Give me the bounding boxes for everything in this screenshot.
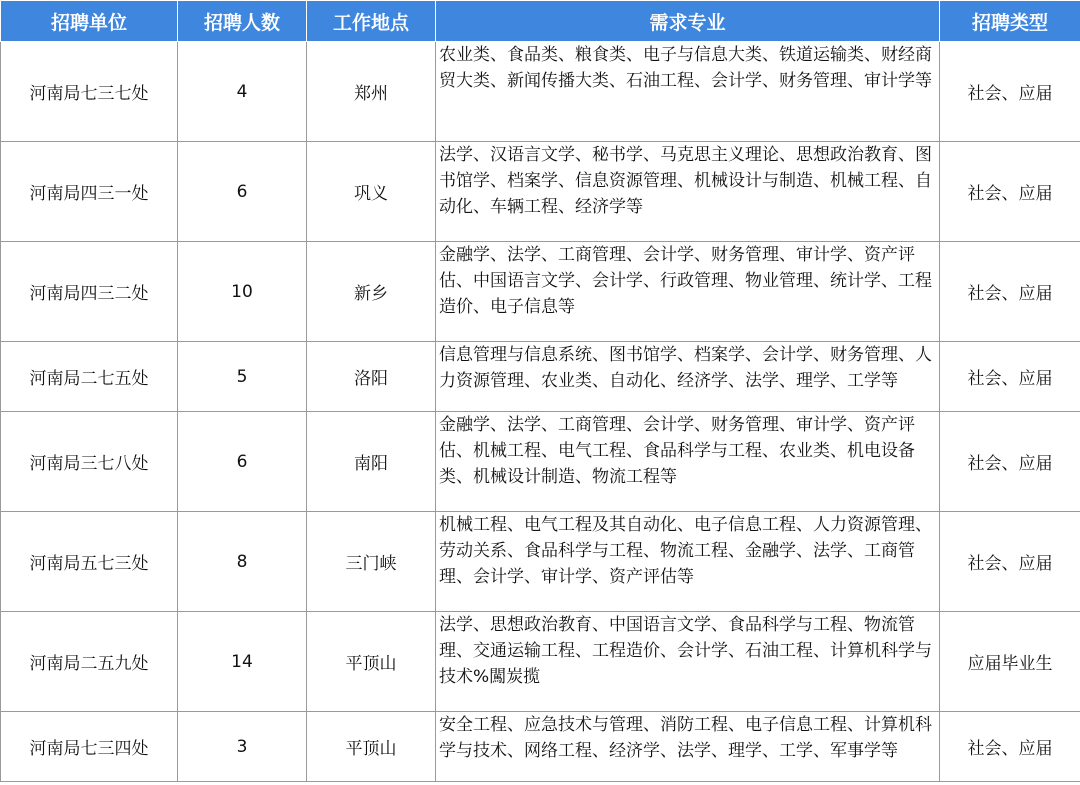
cell-type: 社会、应届 bbox=[940, 342, 1080, 412]
table-row bbox=[1, 612, 1080, 712]
cell-majors bbox=[436, 142, 940, 242]
table-row bbox=[1, 712, 1080, 782]
cell-type: 社会、应届 bbox=[940, 412, 1080, 512]
table-row bbox=[1, 242, 1080, 342]
cell-count: 3 bbox=[178, 712, 307, 782]
table-row bbox=[1, 142, 1080, 242]
majors-text: 金融学、法学、工商管理、会计学、财务管理、审计学、资产评估、机械工程、电气工程、食品科学与工程、农业类、机电设备类、机械设计制造、物流工程等 bbox=[439, 415, 915, 487]
cell-location: 洛阳 bbox=[307, 342, 436, 412]
cell-count: 10 bbox=[178, 242, 307, 342]
header-count: 招聘人数 bbox=[178, 1, 307, 42]
cell-unit: 河南局三七八处 bbox=[1, 412, 178, 512]
majors-text: 金融学、法学、工商管理、会计学、财务管理、审计学、资产评估、中国语言文学、会计学、行政管理、物业管理、统计学、工程造价、电子信息等 bbox=[439, 245, 932, 317]
cell-location: 三门峡 bbox=[307, 512, 436, 612]
header-row bbox=[1, 1, 1080, 42]
cell-majors bbox=[436, 42, 940, 142]
majors-text: 安全工程、应急技术与管理、消防工程、电子信息工程、计算机科学与技术、网络工程、经济学、法学、理学、工学、军事学等 bbox=[439, 715, 932, 761]
cell-location: 南阳 bbox=[307, 412, 436, 512]
cell-majors bbox=[436, 512, 940, 612]
cell-unit: 河南局四三二处 bbox=[1, 242, 178, 342]
majors-text: 法学、汉语言文学、秘书学、马克思主义理论、思想政治教育、图书馆学、档案学、信息资源管理、机械设计与制造、机械工程、自动化、车辆工程、经济学等 bbox=[439, 145, 932, 217]
cell-count: 4 bbox=[178, 42, 307, 142]
cell-type: 社会、应届 bbox=[940, 142, 1080, 242]
majors-text: 农业类、食品类、粮食类、电子与信息大类、铁道运输类、财经商贸大类、新闻传播大类、石油工程、会计学、财务管理、审计学等 bbox=[439, 45, 932, 91]
cell-type: 社会、应届 bbox=[940, 242, 1080, 342]
cell-location: 新乡 bbox=[307, 242, 436, 342]
cell-count: 6 bbox=[178, 412, 307, 512]
header-unit: 招聘单位 bbox=[1, 1, 178, 42]
cell-location: 郑州 bbox=[307, 42, 436, 142]
cell-count: 14 bbox=[178, 612, 307, 712]
cell-location: 平顶山 bbox=[307, 712, 436, 782]
cell-count: 5 bbox=[178, 342, 307, 412]
cell-type: 社会、应届 bbox=[940, 712, 1080, 782]
cell-majors bbox=[436, 342, 940, 412]
cell-type: 社会、应届 bbox=[940, 512, 1080, 612]
header-majors: 需求专业 bbox=[436, 1, 940, 42]
table-row bbox=[1, 42, 1080, 142]
cell-unit: 河南局七三四处 bbox=[1, 712, 178, 782]
cell-type: 社会、应届 bbox=[940, 42, 1080, 142]
table-row bbox=[1, 512, 1080, 612]
cell-majors bbox=[436, 712, 940, 782]
cell-count: 8 bbox=[178, 512, 307, 612]
cell-unit: 河南局二五九处 bbox=[1, 612, 178, 712]
cell-unit: 河南局七三七处 bbox=[1, 42, 178, 142]
cell-majors bbox=[436, 242, 940, 342]
cell-unit: 河南局四三一处 bbox=[1, 142, 178, 242]
majors-text: 法学、思想政治教育、中国语言文学、食品科学与工程、物流管理、交通运输工程、工程造价、会计学、石油工程、计算机科学与技术%闖炭揽 bbox=[439, 615, 932, 687]
table-row bbox=[1, 412, 1080, 512]
cell-count: 6 bbox=[178, 142, 307, 242]
cell-unit: 河南局二七五处 bbox=[1, 342, 178, 412]
majors-text: 机械工程、电气工程及其自动化、电子信息工程、人力资源管理、劳动关系、食品科学与工程、物流工程、金融学、法学、工商管理、会计学、审计学、资产评估等 bbox=[439, 515, 932, 587]
cell-majors bbox=[436, 412, 940, 512]
header-type: 招聘类型 bbox=[940, 1, 1080, 42]
header-location: 工作地点 bbox=[307, 1, 436, 42]
cell-majors bbox=[436, 612, 940, 712]
cell-type: 应届毕业生 bbox=[940, 612, 1080, 712]
table-row bbox=[1, 342, 1080, 412]
cell-location: 平顶山 bbox=[307, 612, 436, 712]
cell-location: 巩义 bbox=[307, 142, 436, 242]
cell-unit: 河南局五七三处 bbox=[1, 512, 178, 612]
majors-text: 信息管理与信息系统、图书馆学、档案学、会计学、财务管理、人力资源管理、农业类、自动化、经济学、法学、理学、工学等 bbox=[439, 345, 932, 391]
